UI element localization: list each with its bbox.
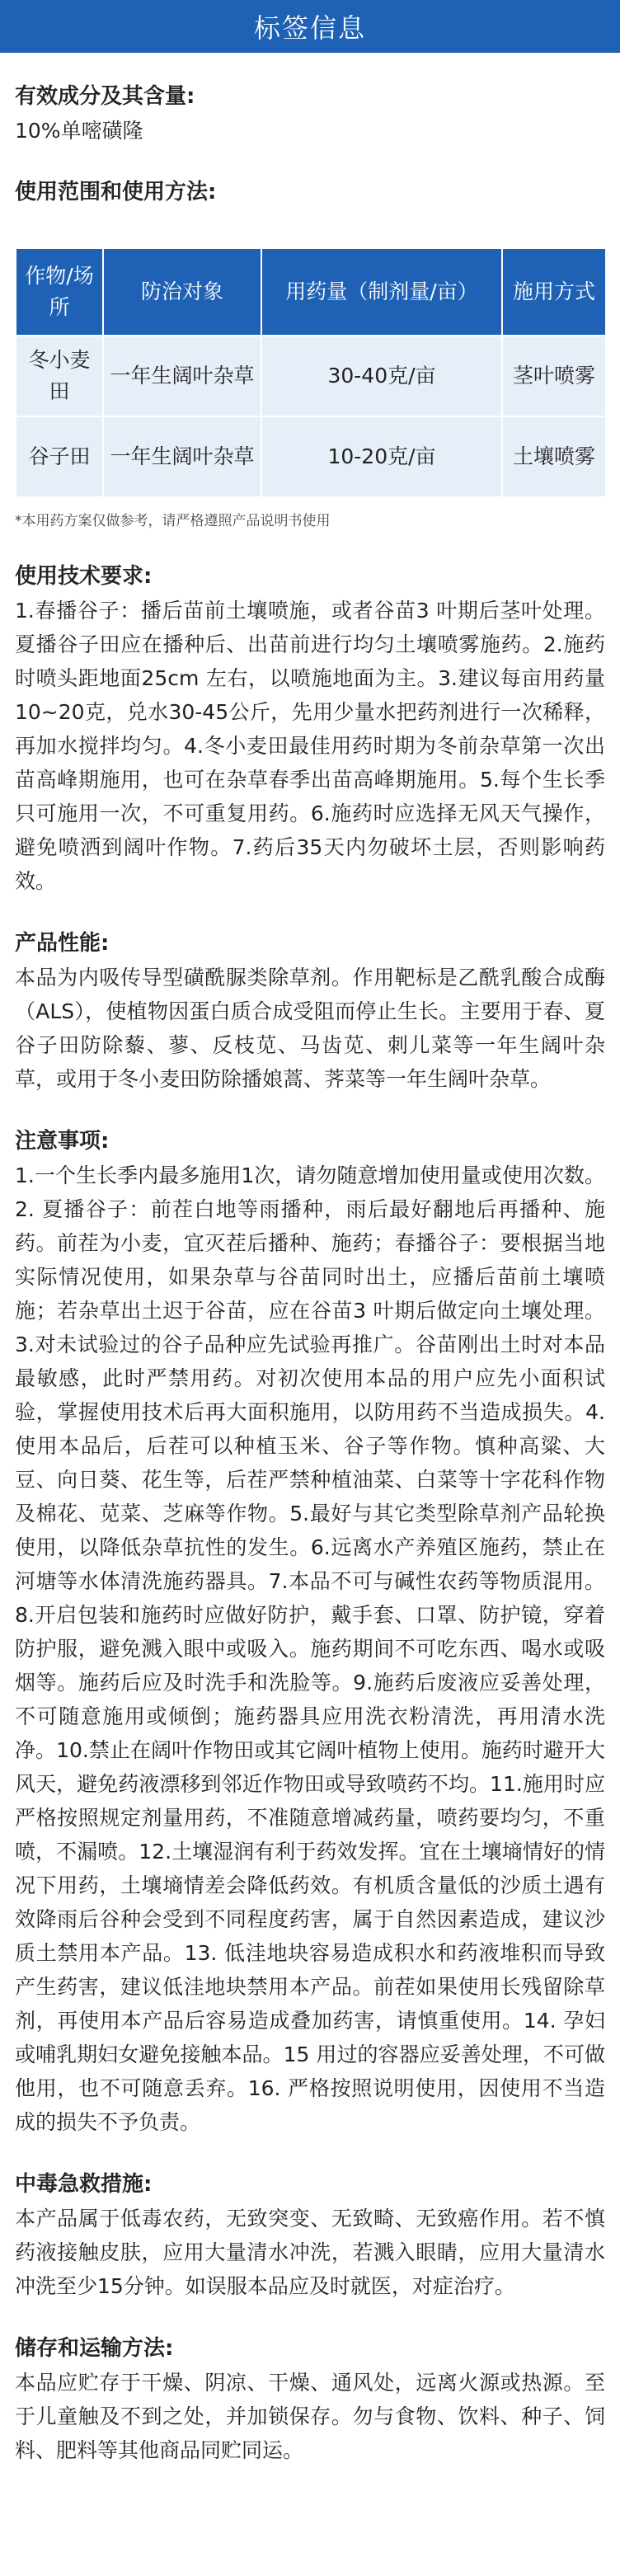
col-header-method: 施用方式 [502,248,606,336]
table-header-row [16,248,606,336]
label-content [0,81,620,2467]
col-header-target: 防治对象 [103,248,261,336]
col-header-dosage: 用药量（制剂量/亩） [261,248,502,336]
header-title: 标签信息 [253,12,366,44]
dosage-table [15,247,607,498]
storage-text: 本品应贮存于干燥、阴凉、干燥、通风处，远离火源或热源。至于儿童触及不到之处，并加锁保存。勿与食物、饮料、种子、饲料、肥料等其他商品同贮同运。 [15,2371,605,2462]
performance-title: 产品性能: [15,931,110,956]
usage-title: 使用范围和使用方法: [15,180,217,204]
ingredient-title: 有效成分及其含量: [15,84,195,109]
col-header-crop: 作物/场所 [16,248,103,336]
table-row [16,336,606,416]
firstaid-text: 本产品属于低毒农药，无致突变、无致畸、无致癌作用。若不慎药液接触皮肤，应用大量清水冲洗，若溅入眼睛，应用大量清水冲洗至少15分钟。如误服本品应及时就医，对症治疗。 [15,2207,605,2298]
table-row [16,416,606,497]
cell-target: 一年生阔叶杂草 [103,336,261,416]
table-footnote: *本用药方案仅做参考，请严格遵照产品说明书使用 [15,513,331,529]
label-info-header [0,0,620,53]
cell-crop: 谷子田 [16,416,103,497]
cell-target: 一年生阔叶杂草 [103,416,261,497]
tech-title: 使用技术要求: [15,564,153,589]
ingredient-value: 10%单嘧磺隆 [15,119,143,143]
firstaid-title: 中毒急救措施: [15,2172,153,2197]
tech-text: 1.春播谷子：播后苗前土壤喷施，或者谷苗3 叶期后茎叶处理。夏播谷子田应在播种后、出苗前进行均匀土壤喷雾施药。2.施药时喷头距地面25cm 左右，以喷施地面为主。3.建议每亩用药量10~20克，兑水30-45公斤，先用少量水把药剂进行一次稀释，再加水搅拌均匀。4.冬小麦田最佳用药时期为冬前杂草第一次出苗高峰期施用，也可在杂草春季出苗高峰期施用。5.每个生长季只可施用一次，不可重复用药。6.施药时应选择无风天气操作，避免喷洒到阔叶作物。7.药后35天内勿破坏土层，否则影响药效。 [15,599,605,893]
storage-title: 储存和运输方法: [15,2336,174,2361]
notes-text: 1.一个生长季内最多施用1次，请勿随意增加使用量或使用次数。2. 夏播谷子：前茬白地等雨播种，雨后最好翻地后再播种、施药。前茬为小麦，宜灭茬后播种、施药；春播谷子：要根据当地实际情况使用，如果杂草与谷苗同时出土，应播后苗前土壤喷施；若杂草出土迟于谷苗，应在谷苗3 叶期后做定向土壤处理。3.对未试验过的谷子品种应先试验再推广。谷苗刚出土时对本品最敏感，此时严禁用药。对初次使用本品的用户应先小面积试验，掌握使用技术后再大面积施用，以防用药不当造成损失。4.使用本品后，后茬可以种植玉米、谷子等作物。慎种高粱、大豆、向日葵、花生等，后茬严禁种植油菜、白菜等十字花科作物及棉花、苋菜、芝麻等作物。5.最好与其它类型除草剂产品轮换使用，以降低杂草抗性的发生。6.远离水产养殖区施药，禁止在河塘等水体清洗施药器具。7.本品不可与碱性农药等物质混用。8.开启包装和施药时应做好防护，戴手套、口罩、防护镜，穿着防护服，避免溅入眼中或吸入。施药期间不可吃东西、喝水或吸烟等。施药后应及时洗手和洗脸等。9.施药后废液应妥善处理，不可随意施用或倾倒；施药器具应用洗衣粉清洗，再用清水洗净。10.禁止在阔叶作物田或其它阔叶植物上使用。施药时避开大风天，避免药液漂移到邻近作物田或导致喷药不均。11.施用时应严格按照规定剂量用药，不准随意增减药量，喷药要均匀，不重喷，不漏喷。12.土壤湿润有利于药效发挥。宜在土壤墒情好的情况下用药，土壤墒情差会降低药效。有机质含量低的沙质土遇有效降雨后谷种会受到不同程度药害，属于自然因素造成，建议沙质土禁用本产品。13. 低洼地块容易造成积水和药液堆积而导致产生药害，建议低洼地块禁用本产品。前茬如果使用长残留除草剂，再使用本产品后容易造成叠加药害，请慎重使用。14. 孕妇或哺乳期妇女避免接触本品。15 用过的容器应妥善处理，不可做他用，也不可随意丢弃。16. 严格按照说明使用，因使用不当造成的损失不予负责。 [15,1163,605,2134]
cell-method: 土壤喷雾 [502,416,606,497]
cell-crop: 冬小麦田 [16,336,103,416]
cell-dosage: 10-20克/亩 [261,416,502,497]
cell-method: 茎叶喷雾 [502,336,606,416]
cell-dosage: 30-40克/亩 [261,336,502,416]
notes-title: 注意事项: [15,1129,110,1154]
performance-text: 本品为内吸传导型磺酰脲类除草剂。作用靶标是乙酰乳酸合成酶（ALS），使植物因蛋白质合成受阻而停止生长。主要用于春、夏谷子田防除藜、蓼、反枝苋、马齿苋、刺儿菜等一年生阔叶杂草，或用于冬小麦田防除播娘蒿、荠菜等一年生阔叶杂草。 [15,966,605,1091]
